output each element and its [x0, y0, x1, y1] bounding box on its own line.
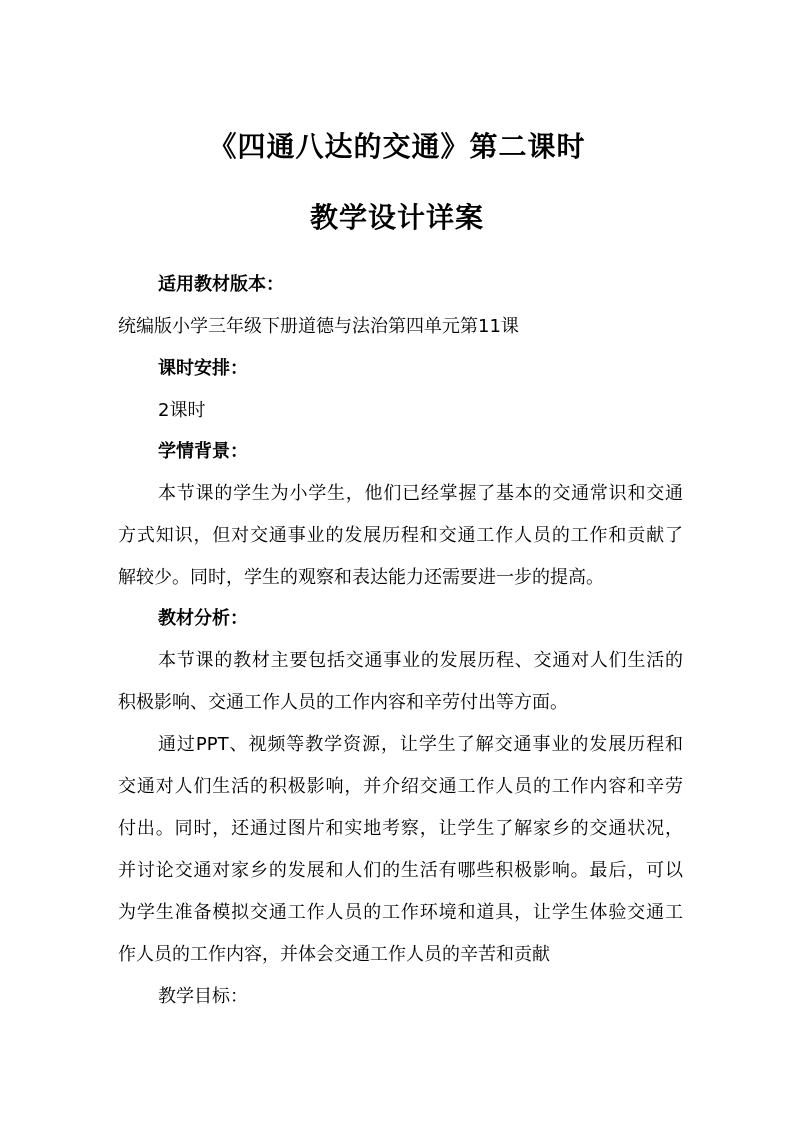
- schedule-value: 2课时: [158, 400, 206, 421]
- analysis-line: 付出。同时，还通过图片和实地考察，让学生了解家乡的交通状况，: [118, 818, 683, 839]
- analysis-line: 通过PPT、视频等教学资源，让学生了解交通事业的发展历程和: [158, 734, 683, 755]
- objectives-heading: 教学目标：: [158, 986, 248, 1007]
- background-line: 本节课的学生为小学生，他们已经掌握了基本的交通常识和交通: [158, 483, 683, 504]
- background-line: 解较少。同时，学生的观察和表达能力还需要进一步的提高。: [118, 567, 604, 588]
- background-line: 方式知识，但对交通事业的发展历程和交通工作人员的工作和贡献了: [118, 525, 683, 546]
- analysis-heading: 教材分析：: [158, 608, 248, 629]
- analysis-line: 积极影响、交通工作人员的工作内容和辛劳付出等方面。: [118, 692, 568, 713]
- analysis-line: 为学生准备模拟交通工作人员的工作环境和道具，让学生体验交通工: [118, 902, 683, 923]
- analysis-line: 并讨论交通对家乡的发展和人们的生活有哪些积极影响。最后，可以: [118, 860, 683, 881]
- document-subtitle: 教学设计详案: [309, 201, 484, 234]
- background-heading: 学情背景：: [158, 441, 248, 462]
- schedule-heading: 课时安排：: [158, 358, 248, 379]
- document-title: 《四通八达的交通》第二课时: [208, 130, 586, 163]
- textbook-heading: 适用教材版本：: [158, 274, 284, 295]
- analysis-line: 本节课的教材主要包括交通事业的发展历程、交通对人们生活的: [158, 650, 683, 671]
- analysis-line: 交通对人们生活的积极影响，并介绍交通工作人员的工作内容和辛劳: [118, 776, 683, 797]
- analysis-line: 作人员的工作内容，并体会交通工作人员的辛苦和贡献: [118, 944, 550, 965]
- textbook-value: 统编版小学三年级下册道德与法治第四单元第11课: [118, 316, 519, 337]
